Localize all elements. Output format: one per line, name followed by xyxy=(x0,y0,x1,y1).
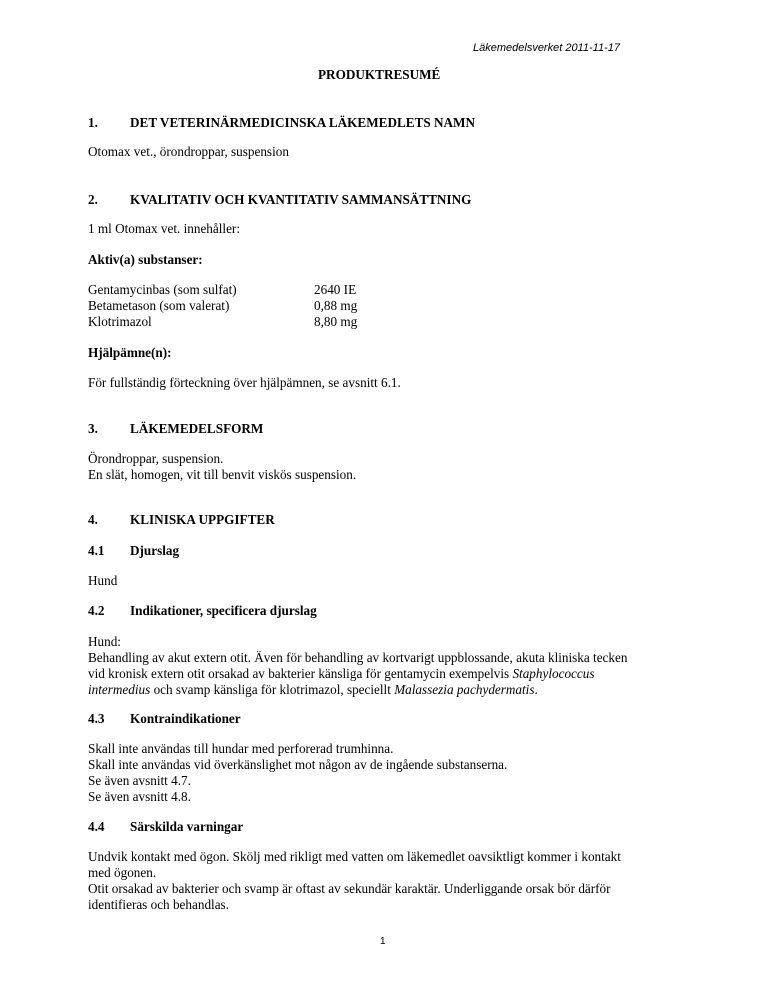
warning-line: identifieras och behandlas. xyxy=(88,897,229,912)
substance-amount: 0,88 mg xyxy=(314,298,358,313)
indication-line-3 xyxy=(88,666,594,682)
document-header: Läkemedelsverket 2011-11-17 xyxy=(473,42,620,54)
section-4-number: 4. xyxy=(88,512,98,527)
substance-name: Klotrimazol xyxy=(88,314,152,329)
section-4-1-number: 4.1 xyxy=(88,543,105,558)
excipients-heading: Hjälpämne(n): xyxy=(88,345,172,360)
indication-text: och svamp känsliga för klotrimazol, speciellt xyxy=(150,682,395,697)
section-4-title: KLINISKA UPPGIFTER xyxy=(130,512,275,527)
species-name-italic: intermedius xyxy=(88,682,151,697)
active-substances-heading: Aktiv(a) substanser: xyxy=(88,252,203,267)
warning-line: Otit orsakad av bakterier och svamp är oftast av sekundär karaktär. Underliggande orsak bör därför xyxy=(88,881,611,896)
form-line-2: En slät, homogen, vit till benvit viskös suspension. xyxy=(88,467,357,482)
section-1-title: DET VETERINÄRMEDICINSKA LÄKEMEDLETS NAMN xyxy=(130,115,476,130)
page-number: 1 xyxy=(380,936,386,947)
section-2-title: KVALITATIV OCH KVANTITATIV SAMMANSÄTTNING xyxy=(130,192,472,207)
species-name-italic: Staphylococcus xyxy=(512,666,595,681)
composition-intro: 1 ml Otomax vet. innehåller: xyxy=(88,221,240,236)
section-4-3-number: 4.3 xyxy=(88,711,105,726)
section-3-title: LÄKEMEDELSFORM xyxy=(130,421,264,436)
section-1-number: 1. xyxy=(88,115,98,130)
indication-line-4 xyxy=(88,682,538,698)
contraindication-line: Skall inte användas till hundar med perforerad trumhinna. xyxy=(88,741,394,756)
indication-line-1: Hund: xyxy=(88,634,121,649)
indication-line-2: Behandling av akut extern otit. Även för behandling av kortvarigt uppblossande, akuta kliniska tecken xyxy=(88,650,628,665)
contraindication-line: Se även avsnitt 4.7. xyxy=(88,773,191,788)
section-4-1-title: Djurslag xyxy=(130,543,180,558)
species-name-italic: Malassezia pachydermatis xyxy=(394,682,535,697)
section-3-number: 3. xyxy=(88,421,98,436)
substance-amount: 2640 IE xyxy=(314,282,357,297)
warning-line: med ögonen. xyxy=(88,865,157,880)
substance-amount: 8,80 mg xyxy=(314,314,358,329)
document-title: PRODUKTRESUMÉ xyxy=(318,67,441,82)
excipients-text: För fullständig förteckning över hjälpämnen, se avsnitt 6.1. xyxy=(88,375,401,390)
section-4-2-title: Indikationer, specificera djurslag xyxy=(130,603,317,618)
section-4-3-title: Kontraindikationer xyxy=(130,711,241,726)
substance-name: Gentamycinbas (som sulfat) xyxy=(88,282,237,297)
contraindication-line: Se även avsnitt 4.8. xyxy=(88,789,191,804)
section-4-2-number: 4.2 xyxy=(88,603,105,618)
indication-text: vid kronisk extern otit orsakad av bakterier känsliga för gentamycin exempelvis xyxy=(88,666,513,681)
section-4-1-text: Hund xyxy=(88,573,118,588)
form-line-1: Örondroppar, suspension. xyxy=(88,451,224,466)
contraindication-line: Skall inte användas vid överkänslighet mot någon av de ingående substanserna. xyxy=(88,757,508,772)
substance-name: Betametason (som valerat) xyxy=(88,298,230,313)
warning-line: Undvik kontakt med ögon. Skölj med rikligt med vatten om läkemedlet oavsiktligt kommer i kontakt xyxy=(88,849,621,864)
section-2-number: 2. xyxy=(88,192,98,207)
section-1-text: Otomax vet., örondroppar, suspension xyxy=(88,144,289,159)
section-4-4-title: Särskilda varningar xyxy=(130,819,244,834)
indication-text: . xyxy=(534,682,538,697)
section-4-4-number: 4.4 xyxy=(88,819,105,834)
